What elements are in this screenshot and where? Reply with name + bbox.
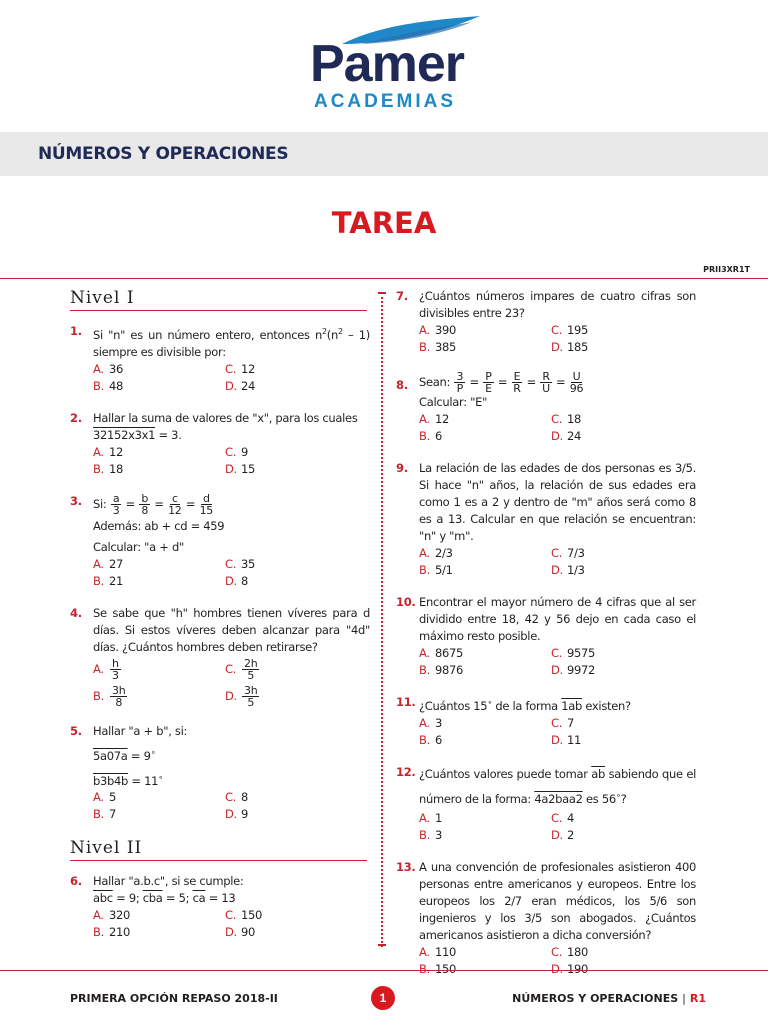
fraction: $\frac{R}{U}$	[542, 370, 550, 395]
question-text: ¿Cuántos valores puede tomar $\overline{ab}$ sabiendo que el número de la forma: 4a2baa2 es 56∘?	[419, 766, 696, 806]
option: B. 3	[419, 827, 443, 842]
options	[93, 444, 370, 478]
option: B. 6	[419, 429, 443, 443]
option: C. 9575	[551, 646, 596, 660]
option: B. 6	[419, 732, 443, 747]
fraction: $\frac{a}{3}$	[112, 491, 120, 517]
divider-tick-top	[378, 292, 386, 294]
logo-brand: Pamer	[310, 35, 464, 93]
footer-topic: NÚMEROS Y OPERACIONES | R1	[512, 992, 706, 1005]
question-number: 7.	[396, 289, 408, 303]
option: D. 1/3	[551, 563, 585, 577]
options	[93, 361, 370, 395]
option: D. 190	[551, 961, 589, 976]
option: A. 2/3	[419, 546, 453, 560]
options	[419, 715, 696, 749]
option: D. $\frac{3h}{5}$	[225, 683, 258, 709]
option: A. 320	[93, 908, 131, 923]
option: B. 5/1	[419, 563, 453, 577]
option: A. 390	[419, 323, 457, 337]
option: D. 11	[551, 732, 582, 747]
question-expression: 5a07a = 9∘	[93, 747, 156, 763]
fraction: $\frac{2h}{5}$	[244, 656, 258, 682]
right-column	[396, 288, 696, 993]
fraction: $\frac{c}{12}$	[168, 491, 182, 517]
options	[419, 944, 696, 978]
fraction: $\frac{P}{E}$	[485, 370, 492, 395]
option: C. 9	[225, 444, 249, 459]
question-equation: Sean: $\frac{3}{P}$ = $\frac{P}{E}$ = $\frac{E}{R}$ = $\frac{R}{U}$ = $\frac{U}{96}$	[419, 370, 584, 395]
options	[93, 556, 370, 590]
options	[419, 810, 696, 844]
option: A. 1	[419, 810, 443, 825]
page-number-badge: 1	[371, 986, 395, 1010]
question-expression: b3b4b = 11∘	[93, 772, 163, 788]
options	[419, 322, 696, 356]
question-number: 13.	[396, 859, 416, 874]
question-number: 1.	[70, 324, 82, 338]
option: A. 27	[93, 556, 124, 571]
option: D. 8	[225, 573, 249, 588]
question-8	[396, 371, 696, 445]
question-expression: 32152x3x1 = 3.	[93, 427, 182, 442]
question-line: Calcular: "E"	[419, 395, 488, 409]
option: A. 110	[419, 944, 457, 959]
question-10	[396, 594, 696, 679]
question-text: ¿Cuántos 15∘ de la forma 1ab existen?	[419, 698, 631, 713]
question-equation: Si: $\frac{a}{3}$ = $\frac{b}{8}$ = $\frac{c}{12}$ = $\frac{d}{15}$	[93, 491, 213, 517]
question-text: ¿Cuántos números impares de cuatro cifras son divisibles entre 23?	[419, 289, 696, 320]
option: B. 48	[93, 378, 124, 393]
option: C. 195	[551, 323, 589, 337]
option: C. 7	[551, 715, 575, 730]
option: C. 150	[225, 908, 263, 923]
question-number: 12.	[396, 764, 416, 779]
option: D. 24	[225, 378, 256, 393]
fraction: $\frac{3}{P}$	[456, 370, 464, 395]
option: A. 36	[93, 361, 124, 376]
fraction: $\frac{3h}{8}$	[112, 683, 126, 709]
topic-bar	[0, 132, 768, 176]
option: B. $\frac{3h}{8}$	[93, 683, 126, 709]
fraction: $\frac{b}{8}$	[141, 491, 149, 517]
bottom-rule	[0, 970, 768, 971]
option: D. 185	[551, 340, 589, 354]
options	[93, 907, 370, 941]
question-line: Además: ab + cd = 459	[93, 518, 225, 533]
question-line: Calcular: "a + d"	[93, 539, 184, 554]
document-code: PRII3XR1T	[703, 265, 750, 274]
option: B. 150	[419, 961, 457, 976]
question-number: 3.	[70, 493, 82, 508]
option: D. 90	[225, 925, 256, 940]
page-header	[0, 0, 768, 132]
option: A. 3	[419, 715, 443, 730]
question-6	[70, 873, 370, 941]
option: A. 12	[419, 412, 450, 426]
question-text: Hallar la suma de valores de "x", para los cuales	[93, 410, 358, 425]
fraction: $\frac{3h}{5}$	[244, 683, 258, 709]
footer-course: PRIMERA OPCIÓN REPASO 2018-II	[70, 992, 278, 1005]
question-3	[70, 493, 370, 590]
question-text: Hallar "a + b", si:	[93, 723, 188, 738]
question-text: Hallar "a.b.c", si se cumple:	[93, 874, 244, 889]
top-rule	[0, 278, 768, 279]
option: A. 5	[93, 790, 117, 805]
question-2	[70, 410, 370, 478]
options	[419, 645, 696, 679]
option: B. 18	[93, 461, 124, 476]
option: C. 18	[551, 412, 582, 426]
fraction: $\frac{h}{3}$	[111, 656, 119, 682]
question-9	[396, 460, 696, 579]
level-heading-2: Nivel II	[70, 838, 367, 861]
option: D. 9972	[551, 663, 596, 677]
question-text: Si "n" es un número entero, entonces $n^2(n^2 - 1)$ siempre es divisible por:	[93, 327, 370, 359]
question-5	[70, 723, 370, 824]
question-text: Se sabe que "h" hombres tienen víveres para d días. Si estos víveres deben alcanzar para "4d" días. ¿Cuántos hombres deben retirarse?	[93, 605, 370, 654]
option: B. 7	[93, 807, 117, 822]
options	[93, 658, 370, 708]
options	[93, 789, 370, 823]
option: C. 8	[225, 790, 249, 805]
option: B. 385	[419, 340, 457, 354]
question-text: Encontrar el mayor número de 4 cifras que al ser dividido entre 18, 42 y 56 dejo en cada caso el máximo resto posible.	[419, 595, 696, 643]
option: A. 12	[93, 444, 124, 459]
question-number: 6.	[70, 874, 82, 889]
option: B. 9876	[419, 663, 464, 677]
option: B. 210	[93, 925, 131, 940]
question-12	[396, 764, 696, 844]
options	[419, 411, 696, 445]
option: D. 9	[225, 807, 249, 822]
fraction: $\frac{d}{15}$	[199, 491, 213, 517]
fraction: $\frac{E}{R}$	[513, 370, 521, 395]
question-expression: $\overline{abc} = 9$; $\overline{cba} = 5$; $\overline{ca} = 13$	[93, 891, 236, 906]
option: C. 12	[225, 361, 256, 376]
question-text: La relación de las edades de dos personas es 3/5. Si hace "n" años, la relación de sus edades era como 1 es a 2 y dentro de "m" años será como 8 es a 13. Calcular en que relación se encuentran: "n" y "m".	[419, 461, 696, 543]
options	[419, 545, 696, 579]
option: A. 8675	[419, 646, 464, 660]
option: A. $\frac{h}{3}$	[93, 656, 119, 682]
fraction: $\frac{U}{96}$	[569, 370, 584, 395]
topic-label: NÚMEROS Y OPERACIONES	[38, 144, 289, 164]
option: B. 21	[93, 573, 124, 588]
question-4	[70, 605, 370, 708]
option: C. 35	[225, 556, 256, 571]
option: D. 2	[551, 827, 575, 842]
logo-subtitle: ACADEMIAS	[313, 91, 457, 112]
question-11	[396, 694, 696, 749]
question-text: A una convención de profesionales asistieron 400 personas entre americanos y europeos. Entre los europeos los 2/7 eran médicos, los 5/6 son ingenieros y los 3/5 son abogados. ¿Cuántos americanos asistieron a dicha conversión?	[419, 859, 696, 942]
question-1	[70, 323, 370, 395]
option: D. 24	[551, 429, 582, 443]
question-number: 2.	[70, 410, 82, 425]
option: D. 15	[225, 461, 256, 476]
option: C. 180	[551, 944, 589, 959]
question-number: 4.	[70, 605, 82, 620]
question-number: 5.	[70, 723, 82, 738]
pamer-logo	[292, 14, 482, 114]
question-number: 9.	[396, 461, 408, 475]
level-heading-1: Nivel I	[70, 288, 367, 311]
divider-tick-bottom	[378, 944, 386, 946]
column-divider	[381, 292, 383, 947]
question-7	[396, 288, 696, 356]
question-number: 10.	[396, 595, 416, 609]
option: C. 7/3	[551, 546, 585, 560]
option: C. 4	[551, 810, 575, 825]
option: C. $\frac{2h}{5}$	[225, 656, 258, 682]
question-number: 11.	[396, 695, 416, 709]
page-title: TAREA	[331, 206, 437, 240]
left-column	[70, 288, 370, 956]
question-13	[396, 859, 696, 978]
question-number: 8.	[396, 378, 408, 392]
